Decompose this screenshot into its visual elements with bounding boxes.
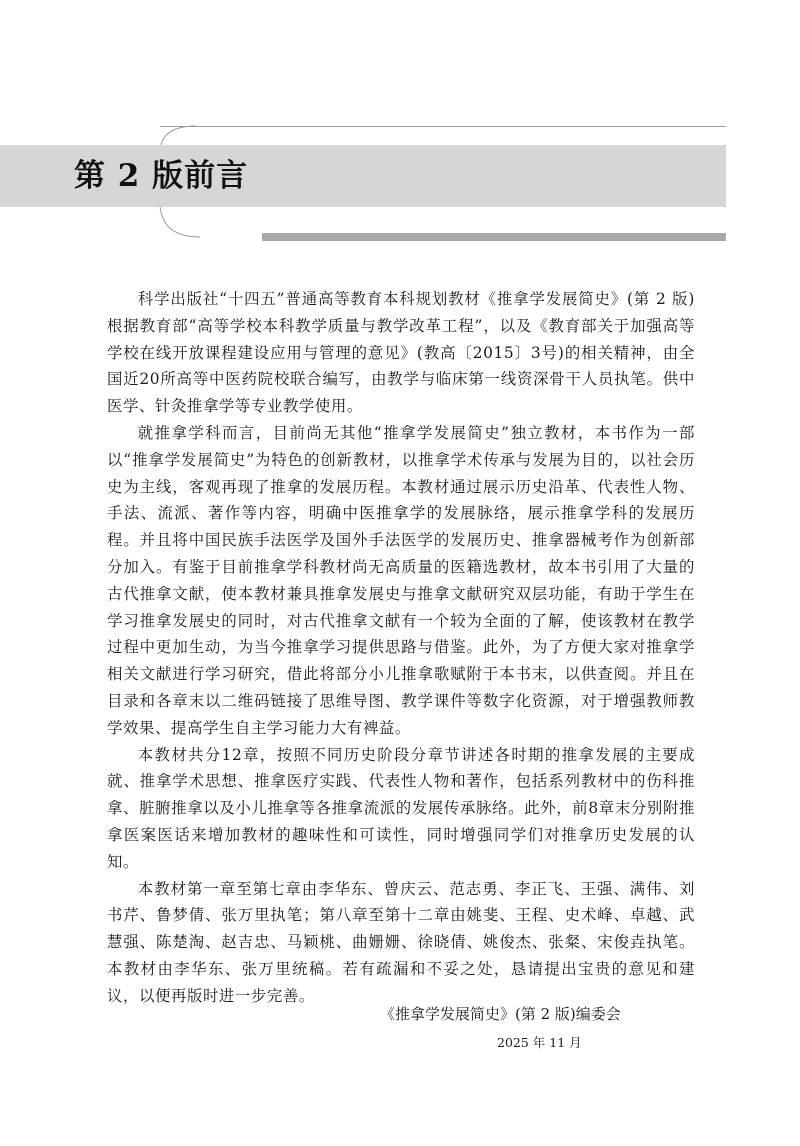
paragraph-4: 本教材第一章至第七章由李华东、曾庆云、范志勇、李正飞、王强、满伟、刘书芹、鲁梦倩、张万里执笔；第八章至第十二章由姚斐、王程、史术峰、卓越、武慧强、陈楚淘、赵吉忠、马颖桃、曲姗姗、徐晓倩、姚俊杰、张粲、宋俊垚执笔。本教材由李华东、张万里统稿。若有疏漏和不妥之处，恳请提出宝贵的意见和建议，以便再版时进一步完善。 — [107, 879, 695, 1005]
preface-body — [107, 286, 695, 1010]
page-title: 第 2 版前言 — [74, 158, 249, 194]
paragraph-3: 本教材共分12章，按照不同历史阶段分章节讲述各时期的推拿发展的主要成就、推拿学术思想、推拿医疗实践、代表性人物和著作，包括系列教材中的伤科推拿、脏腑推拿以及小儿推拿等各推拿流派的发展传承脉络。此外，前8章末分别附推拿医案医话来增加教材的趣味性和可读性，同时增强同学们对推拿历史发展的认知。 — [107, 745, 695, 871]
header-decoration — [0, 0, 800, 260]
header-bottom-bar — [262, 233, 726, 241]
paragraph-2: 就推拿学科而言，目前尚无其他“推拿学发展简史”独立教材，本书作为一部以“推拿学发展简史”为特色的创新教材，以推拿学术传承与发展为目的，以社会历史为主线，客观再现了推拿的发展历程。本教材通过展示历史沿革、代表性人物、手法、流派、著作等内容，明确中医推拿学的发展脉络，展示推拿学科的发展历程。并且将中国民族手法医学及国外手法医学的发展历史、推拿器械考作为创新部分加入。有鉴于目前推拿学科教材尚无高质量的医籍选教材，故本书引用了大量的古代推拿文献，使本教材兼具推拿发展史与推拿文献研究双层功能，有助于学生在学习推拿发展史的同时，对古代推拿文献有一个较为全面的了解，使该教材在教学过程中更加生动，为当今推拿学习提供思路与借鉴。此外，为了方便大家对推拿学相关文献进行学习研究，借此将部分小儿推拿歌赋附于本书末，以供查阅。并且在目录和各章末以二维码链接了思维导图、教学课件等数字化资源，对于增强教师教学效果、提高学生自主学习能力大有裨益。 — [107, 423, 695, 737]
paragraph-1: 科学出版社“十四五”普通高等教育本科规划教材《推拿学发展简史》(第 2 版)根据教育部“高等学校本科教学质量与教学改革工程”，以及《教育部关于加强高等学校在线开放课程建设应用与管理的意见》(教高〔2015〕3号)的相关精神，由全国近20所高等中医药院校联合编写，由教学与临床第一线资深骨干人员执笔。供中医学、针灸推拿学等专业教学使用。 — [107, 290, 695, 416]
signature: 《推拿学发展简史》(第 2 版)编委会 — [380, 1005, 621, 1023]
header-top-rule — [160, 126, 726, 127]
date: 2025 年 11 月 — [497, 1035, 582, 1050]
